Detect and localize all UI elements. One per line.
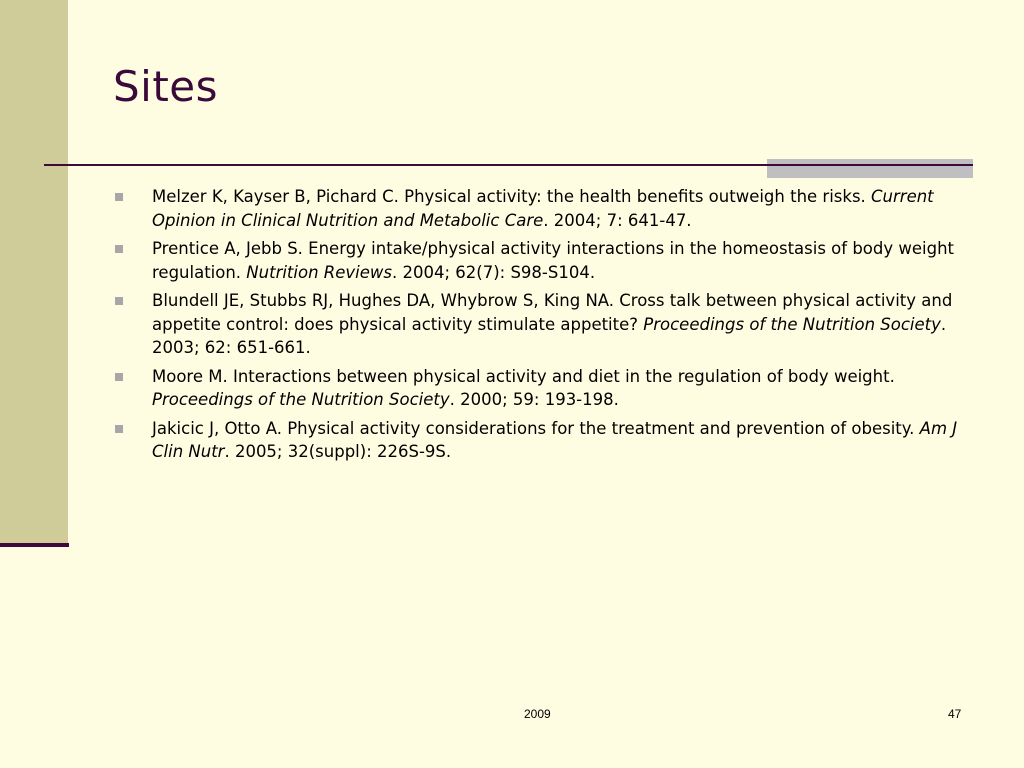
reference-list [113, 185, 973, 469]
side-decorative-band [0, 0, 68, 545]
reference-citation: . 2004; 7: 641-47. [543, 210, 692, 230]
reference-citation: . 2005; 32(suppl): 226S-9S. [224, 442, 452, 461]
reference-item [113, 417, 973, 464]
reference-text [152, 419, 957, 462]
square-bullet-icon [115, 425, 123, 433]
reference-text [152, 239, 954, 282]
reference-journal: Nutrition Reviews [246, 262, 392, 282]
reference-journal: Am J Clin Nutr [152, 418, 958, 461]
reference-citation: . 2004; 62(7): S98-S104. [392, 262, 596, 282]
footer-date: 2009 [524, 707, 551, 721]
reference-journal: Current Opinion in Clinical Nutrition and Metabolic Care [152, 187, 934, 230]
side-band-rule [0, 543, 69, 547]
reference-item [113, 185, 973, 232]
reference-citation: . 2003; 62: 651-661. [152, 314, 947, 357]
title-accent-line [767, 164, 973, 166]
reference-text [152, 367, 895, 410]
reference-journal: Proceedings of the Nutrition Society [643, 314, 941, 334]
square-bullet-icon [115, 193, 123, 201]
square-bullet-icon [115, 245, 123, 253]
reference-item [113, 289, 973, 360]
reference-text [152, 187, 934, 230]
reference-authors-title: Blundell JE, Stubbs RJ, Hughes DA, Whybrow S, King NA. Cross talk between physical activity and appetite control: does physical activity stimulate appetite? [152, 291, 953, 334]
reference-item [113, 365, 973, 412]
reference-authors-title: Prentice A, Jebb S. Energy intake/physical activity interactions in the homeostasis of body weight regulation. [152, 239, 955, 282]
footer-page-number: 47 [948, 707, 962, 721]
square-bullet-icon [115, 297, 123, 305]
reference-authors-title: Melzer K, Kayser B, Pichard C. Physical activity: the health benefits outweigh the risks. [152, 187, 872, 206]
slide-title: Sites [113, 62, 219, 111]
square-bullet-icon [115, 373, 123, 381]
reference-journal: Proceedings of the Nutrition Society [152, 390, 450, 409]
reference-citation: . 2000; 59: 193-198. [449, 390, 619, 409]
title-accent-bar [767, 159, 973, 178]
reference-item [113, 237, 973, 284]
reference-authors-title: Jakicic J, Otto A. Physical activity considerations for the treatment and prevention of obesity. [152, 418, 920, 438]
reference-authors-title: Moore M. Interactions between physical activity and diet in the regulation of body weight. [152, 366, 895, 386]
reference-text [152, 291, 952, 357]
